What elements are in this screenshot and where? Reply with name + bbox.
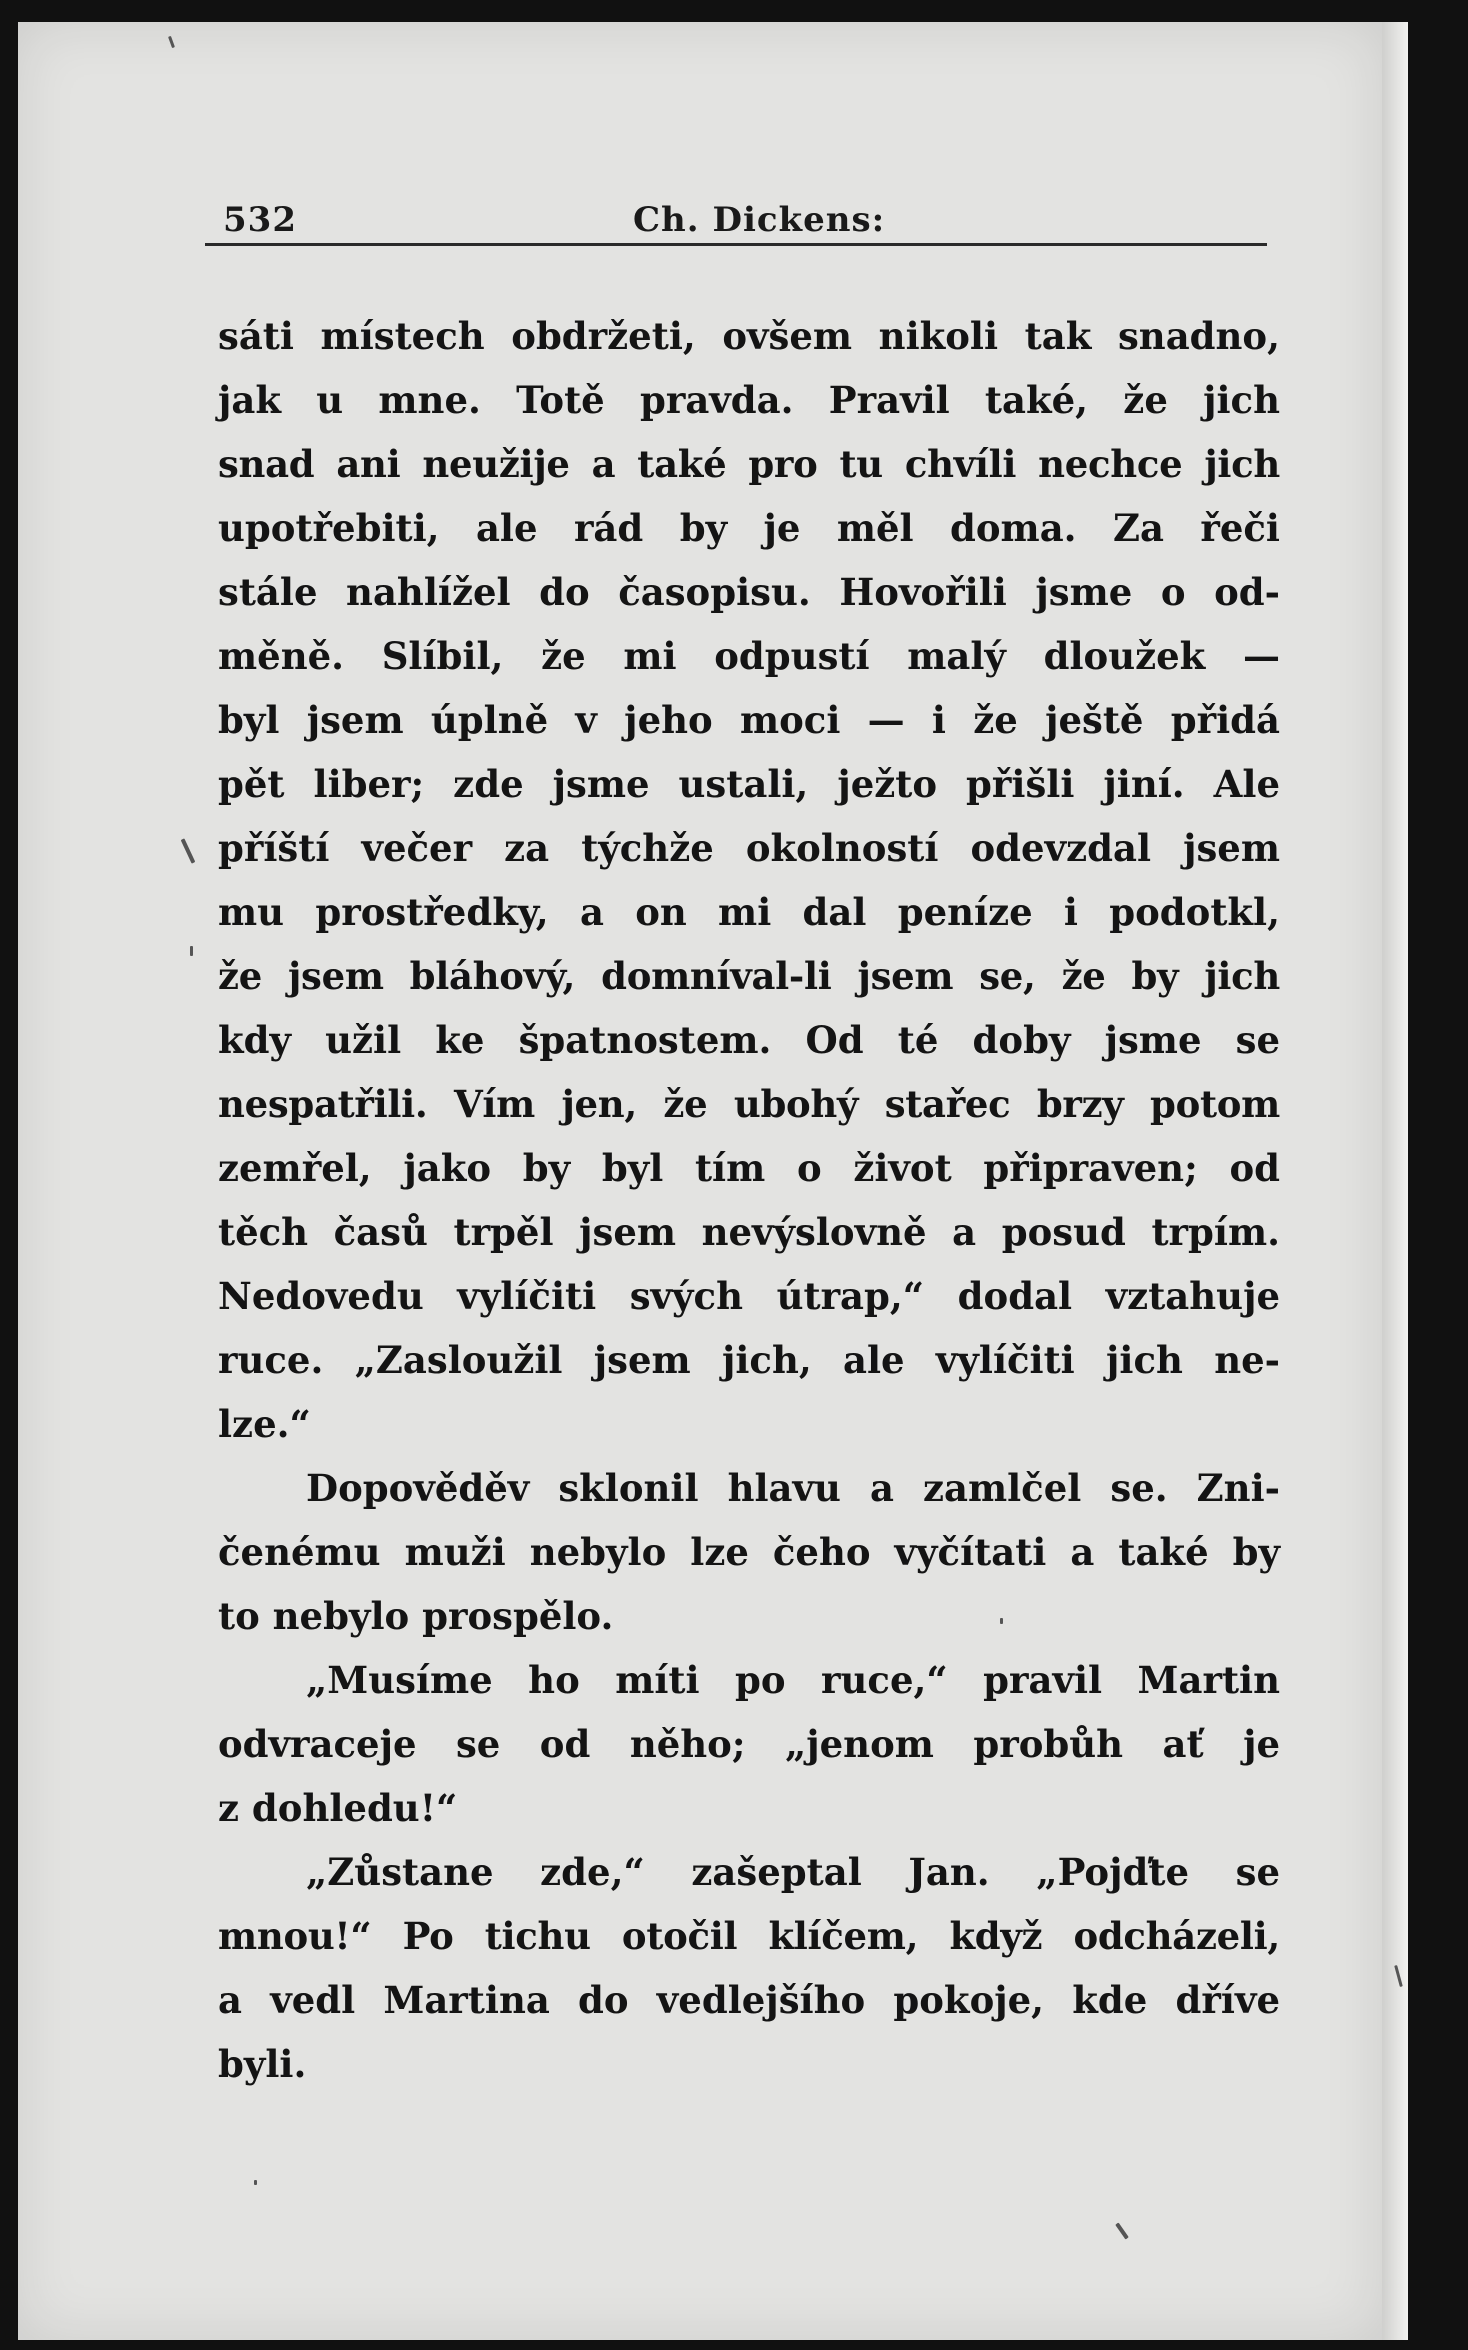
text-line: odvraceje se od něho; „jenom probůh ať je: [218, 1722, 1280, 1766]
text-line: „Musíme ho míti po ruce,“ pravil Martin: [306, 1658, 1280, 1702]
body-text: [218, 304, 1280, 2096]
text-line: lze.“: [218, 1402, 311, 1446]
text-line: těch časů trpěl jsem nevýslovně a posud trpím.: [218, 1210, 1280, 1254]
page-number: 532: [223, 200, 297, 240]
text-line: ruce. „Zasloužil jsem jich, ale vylíčiti jich ne-: [218, 1338, 1280, 1382]
text-line: mu prostředky, a on mi dal peníze i podotkl,: [218, 890, 1280, 934]
text-line: byl jsem úplně v jeho moci — i že ještě přidá: [218, 698, 1280, 742]
text-line: z dohledu!“: [218, 1786, 458, 1830]
text-line: „Zůstane zde,“ zašeptal Jan. „Pojďte se: [306, 1850, 1280, 1894]
header-rule: [205, 243, 1267, 246]
text-line: že jsem bláhový, domníval-li jsem se, že by jich: [218, 954, 1280, 998]
running-title: Ch. Dickens:: [633, 200, 886, 240]
text-line: kdy užil ke špatnostem. Od té doby jsme se: [218, 1018, 1280, 1062]
text-line: upotřebiti, ale rád by je měl doma. Za řeči: [218, 506, 1280, 550]
text-line: a vedl Martina do vedlejšího pokoje, kde dříve: [218, 1978, 1280, 2022]
text-line: zemřel, jako by byl tím o život připraven; od: [218, 1146, 1280, 1190]
text-line: měně. Slíbil, že mi odpustí malý dloužek —: [218, 634, 1280, 678]
text-line: Dopověděv sklonil hlavu a zamlčel se. Zni-: [306, 1466, 1280, 1510]
text-line: nespatřili. Vím jen, že ubohý stařec brzy potom: [218, 1082, 1280, 1126]
text-line: jak u mne. Totě pravda. Pravil také, že jich: [218, 378, 1280, 422]
text-line: Nedovedu vylíčiti svých útrap,“ dodal vztahuje: [218, 1274, 1280, 1318]
text-line: příští večer za týchže okolností odevzdal jsem: [218, 826, 1280, 870]
text-line: stále nahlížel do časopisu. Hovořili jsme o od-: [218, 570, 1280, 614]
text-line: čenému muži nebylo lze čeho vyčítati a také by: [218, 1530, 1280, 1574]
text-line: sáti místech obdržeti, ovšem nikoli tak snadno,: [218, 314, 1280, 358]
text-line: snad ani neužije a také pro tu chvíli nechce jich: [218, 442, 1280, 486]
text-line: mnou!“ Po tichu otočil klíčem, když odcházeli,: [218, 1914, 1280, 1958]
text-line: to nebylo prospělo.: [218, 1594, 614, 1638]
text-line: byli.: [218, 2042, 307, 2086]
text-line: pět liber; zde jsme ustali, ježto přišli jiní. Ale: [218, 762, 1280, 806]
